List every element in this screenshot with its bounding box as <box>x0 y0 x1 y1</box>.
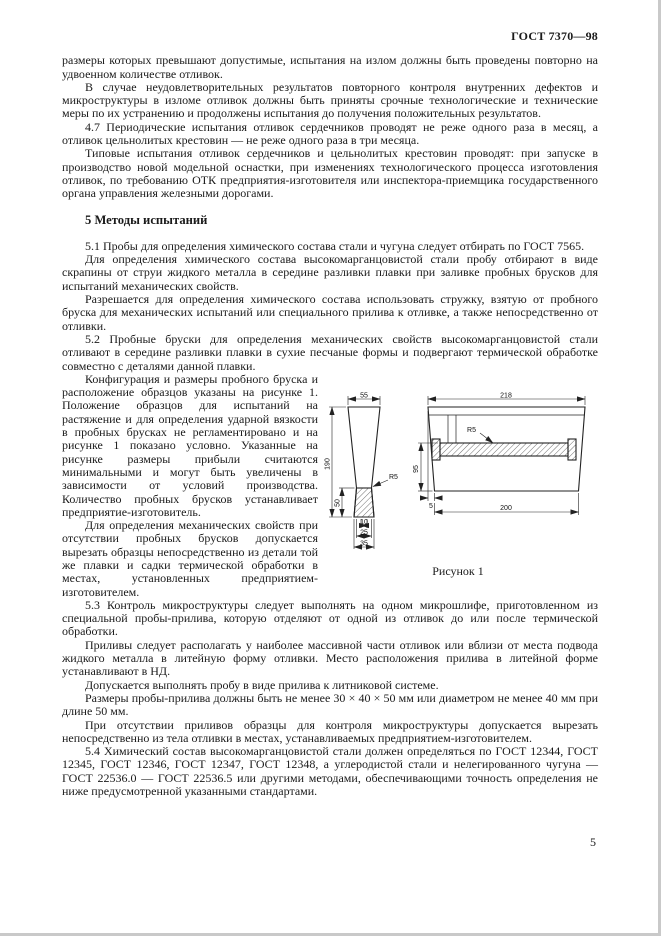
paragraph: Типовые испытания отливок сердечников и цельнолитых крестовин проводят: при запуске в производство новой модельной оснастки, при изменениях технологического процесса изготовления отливок, по требованию ОТК предприятия-изготовителя или инспектора-приемщика государственного органа управления железными дорогами. <box>62 146 598 201</box>
dim-10: 10 <box>360 518 368 526</box>
figure-1-drawing <box>318 391 600 559</box>
dim-50: 50 <box>334 498 342 507</box>
paragraph: Конфигурация и размеры пробного бруска и расположение образцов указаны на рисунке 1. Положение образцов для испытаний на растяжение и для определения ударной вязкости в пробных брусках не регламентировано и на рисунке 1 показано условно. Указанные на рисунке размеры прибыли считаются минимальными и могут быть увеличены в зависимости от условий производства. Количество пробных брусков устанавливает предприятие-изготовитель. <box>62 371 318 519</box>
paragraph-5-3: 5.3 Контроль микроструктуры следует выполнять на одном микрошлифе, приготовленном из специальной пробы-прилива, которую отделяют от одной из отливок до или после термической обработки. <box>62 597 598 639</box>
figure-1 <box>318 373 598 599</box>
paragraph: При отсутствии приливов образцы для контроля микроструктуры допускается вырезать непосредственно из тела отливки в местах, устанавливаемых предприятием-изготовителем. <box>62 717 598 745</box>
paragraph: размеры которых превышают допустимые, испытания на излом должны быть проведены повторно на удвоенном количестве отливок. <box>62 53 598 81</box>
paragraph: Разрешается для определения химического состава использовать стружку, взятую от пробного бруска для механических испытаний или специального прилива к отливке, а также непосредственно от отливки. <box>62 292 598 333</box>
dim-25: 25 <box>360 529 368 537</box>
dim-r5-left: R5 <box>389 473 398 481</box>
paragraph-4-7: 4.7 Периодические испытания отливок сердечников проводят не реже одного раза в месяц, а отливок цельнолитых крестовин — не реже одного раза в три месяца. <box>62 119 598 148</box>
doc-header <box>62 30 598 43</box>
dim-95: 95 <box>413 464 420 473</box>
paragraph: Для определения химического состава высокомарганцовистой стали пробу отбирают в виде скрапины от струи жидкого металла в середине разливки плавки при заливке пробных брусков для испытаний механических свойств. <box>62 252 598 293</box>
paragraph: Приливы следует располагать у наиболее массивной части отливок или вблизи от места подвода жидкого металла в литейную форму отливки. Место расположения прилива в литейной форме устанавливают в НД. <box>62 637 598 679</box>
paragraph-5-2: 5.2 Пробные бруски для определения механических свойств высокомарганцовистой стали отливают в середине разливки плавки в сухие песчаные формы и подвергают термической обработке совместно с деталями данной плавки. <box>62 331 598 373</box>
figure-caption: Рисунок 1 <box>432 563 484 578</box>
figure-side-text <box>62 373 318 599</box>
left-view-outline <box>348 407 380 517</box>
dim-r5-right: R5 <box>467 426 476 434</box>
paragraph-5-4: 5.4 Химический состав высокомарганцовистой стали должен определяться по ГОСТ 12344, ГОСТ 12345, ГОСТ 12346, ГОСТ 12347, ГОСТ 12348, а углеродистой стали и нелегированного чугуна — ГОСТ 22536.0 — ГОСТ 22536.5 или другими методами, обеспечивающими точность определения не ниже предусмотренной указанными стандартами. <box>62 744 598 799</box>
section-heading-5: 5 Методы испытаний <box>85 212 208 227</box>
dim-190: 190 <box>324 457 332 470</box>
dim-35: 35 <box>360 540 368 548</box>
right-view-outline <box>428 407 585 491</box>
paragraph-5-1: 5.1 Пробы для определения химического состава стали и чугуна следует отбирать по ГОСТ 7565. <box>85 238 585 253</box>
dim-55: 55 <box>360 392 368 400</box>
left-view-labels <box>325 392 399 547</box>
paragraph: В случае неудовлетворительных результатов повторного контроля внутренних дефектов и микроструктуры в изломе отливок должны быть приняты срочные технологические и технические меры по их устранению и продолжены испытания до получения положительных результатов. <box>62 79 598 121</box>
doc-number: ГОСТ 7370—98 <box>511 29 598 43</box>
paragraph: Размеры пробы-прилива должны быть не менее 30 × 40 × 50 мм или диаметром не менее 40 мм при длине 50 мм. <box>62 690 598 719</box>
specimen-bar-hatch <box>440 443 568 456</box>
page-number: 5 <box>590 835 596 849</box>
dim-218: 218 <box>500 392 512 400</box>
paragraph: Для определения механических свойств при отсутствии пробных брусков допускается вырезать образцы непосредственно из детали той же плавки и садки термической обработки в местах, установленных предприятием-изготовителем. <box>62 518 318 599</box>
paragraph: Допускается выполнять пробу в виде прилива к литниковой системе. <box>85 677 439 692</box>
specimen-section-hatch <box>354 488 374 517</box>
dim-5: 5 <box>429 502 433 510</box>
dim-200: 200 <box>500 504 512 512</box>
two-column-block <box>62 373 598 599</box>
